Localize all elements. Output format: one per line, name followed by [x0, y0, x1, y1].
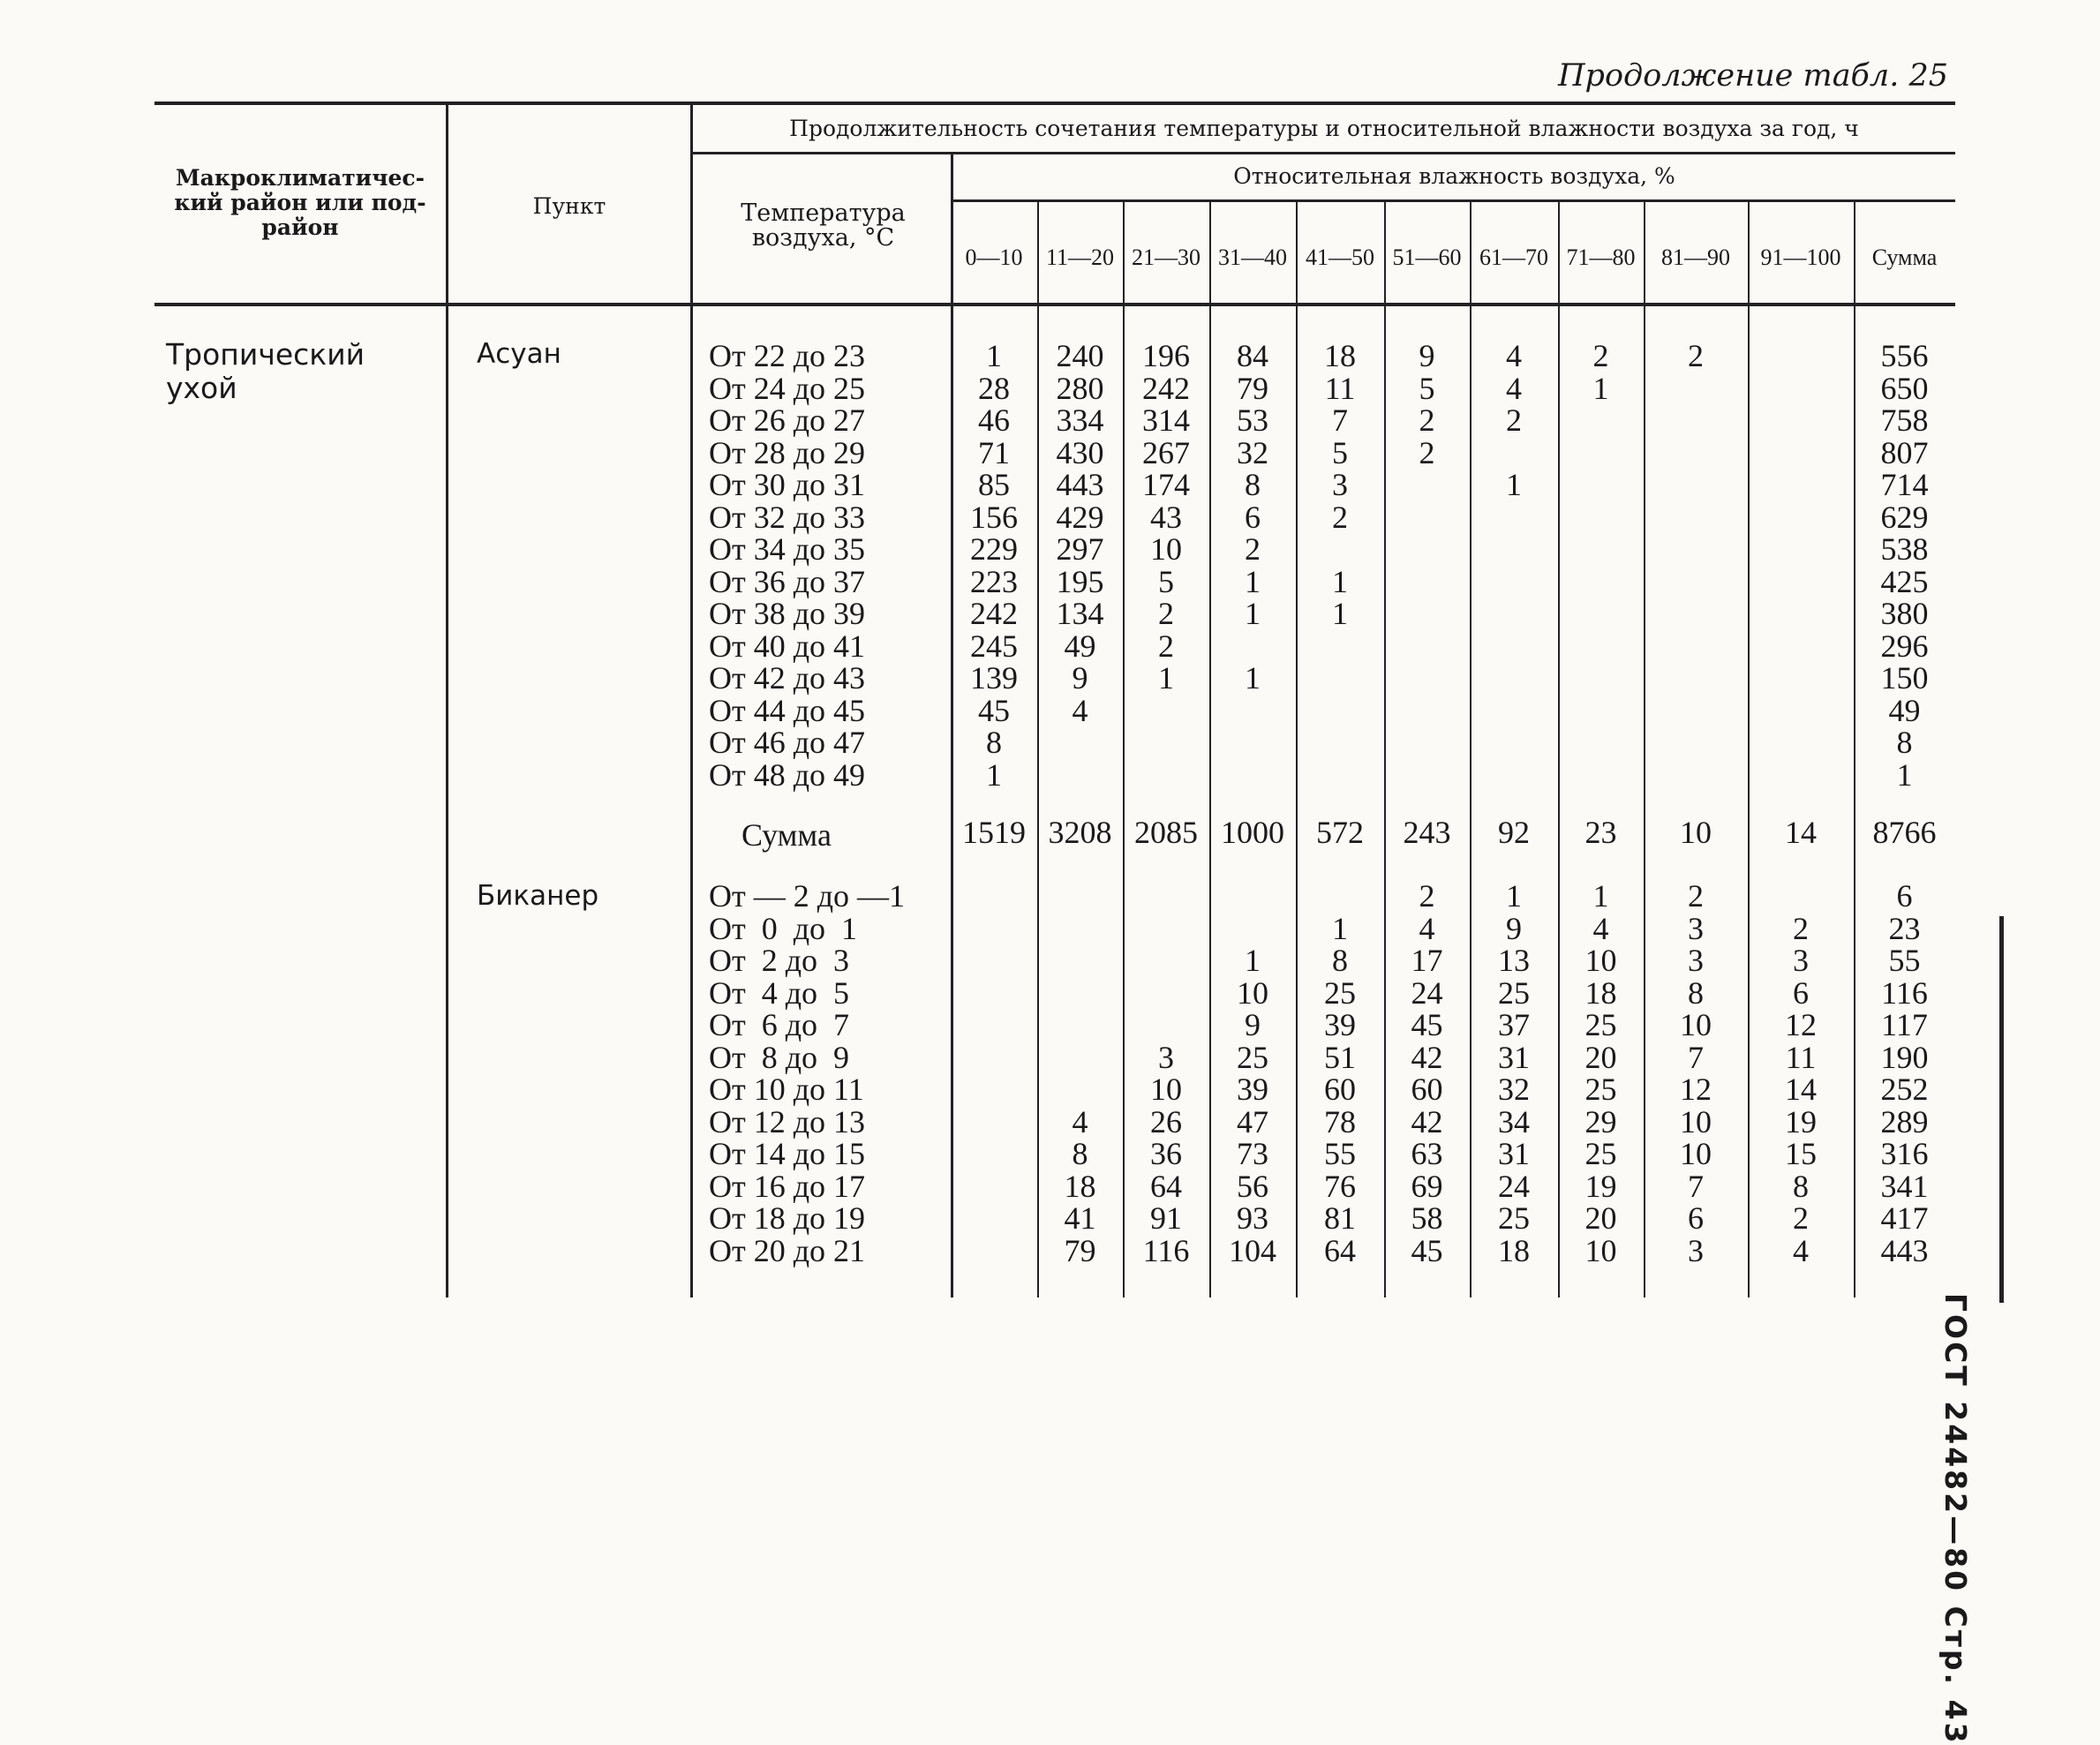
table-cell: 430 [1056, 434, 1104, 470]
table-cell: 23 [1584, 815, 1617, 850]
table-cell: 150 [1880, 660, 1929, 696]
table-cell: 252 [1880, 1072, 1929, 1107]
temperature-range: От 34 до 35 [709, 531, 866, 567]
table-cell: 32 [1498, 1072, 1530, 1107]
humidity-col-header: 41—50 [1306, 244, 1374, 270]
temperature-range: От 28 до 29 [709, 434, 866, 470]
table-cell: 8 [1245, 467, 1261, 502]
table-cell: 25 [1324, 974, 1356, 1011]
table-cell: 25 [1498, 974, 1530, 1011]
table-cell: 8 [1688, 974, 1704, 1011]
humidity-col-header: 51—60 [1392, 244, 1462, 270]
table-cell: 8766 [1872, 815, 1937, 850]
table-cell: 758 [1880, 402, 1929, 438]
table-cell: 12 [1680, 1072, 1712, 1107]
table-cell: 2 [1688, 338, 1704, 373]
table-cell: 2 [1158, 628, 1174, 664]
temperature-range: От 12 до 13 [709, 1103, 866, 1140]
table-cell: 314 [1142, 402, 1190, 438]
table-cell: 3 [1688, 910, 1704, 946]
temperature-range: От 44 до 45 [709, 692, 866, 728]
humidity-header-rule [953, 199, 1955, 202]
table-cell: 10 [1680, 1136, 1712, 1171]
temperature-range: От 22 до 23 [709, 338, 866, 373]
table-cell: 11 [1785, 1039, 1817, 1075]
table-cell: 242 [1142, 370, 1190, 406]
table-cell: 4 [1072, 1103, 1088, 1140]
station-bikaner-temperature-ranges [709, 880, 905, 1267]
table-cell: 78 [1324, 1103, 1356, 1140]
macroclimatic-region: Тропический ухой [166, 337, 365, 405]
table-cell: 13 [1498, 943, 1530, 978]
table-cell: 34 [1498, 1103, 1530, 1140]
table-cell: 43 [1150, 499, 1182, 535]
temperature-range: От 0 до 1 [709, 910, 858, 946]
table-cell: 6 [1688, 1200, 1704, 1236]
table-cell: 443 [1880, 1232, 1929, 1268]
table-cell: 714 [1880, 467, 1929, 502]
table-cell: 56 [1237, 1168, 1268, 1204]
col-divider-point [690, 104, 693, 1297]
table-cell: 7 [1688, 1039, 1704, 1075]
table-cell: 45 [1411, 1007, 1443, 1042]
humidity-col-header: Сумма [1871, 244, 1938, 270]
table-cell: 10 [1584, 943, 1617, 978]
header-duration: Продолжительность сочетания температуры и относительной влажности воздуха за год, ч [789, 116, 1859, 141]
table-cell: 190 [1880, 1039, 1929, 1075]
table-cell: 9 [1072, 660, 1088, 696]
table-cell: 84 [1237, 338, 1268, 373]
table-cell: 55 [1888, 943, 1921, 978]
table-cell: 1 [1158, 660, 1174, 696]
col-divider-region [446, 104, 448, 1297]
humidity-col-header: 71—80 [1566, 244, 1636, 270]
table-cell: 1 [986, 756, 1002, 793]
table-cell: 10 [1680, 1103, 1712, 1140]
table-cell: 629 [1880, 499, 1929, 535]
table-cell: 24 [1498, 1168, 1530, 1204]
table-cell: 4 [1592, 910, 1609, 946]
table-cell: 69 [1411, 1168, 1443, 1204]
temperature-range: От 38 до 39 [709, 596, 866, 631]
table-cell: 10 [1584, 1232, 1617, 1268]
table-cell: 11 [1324, 370, 1356, 406]
table-cell: 297 [1056, 531, 1104, 567]
table-cell: 24 [1411, 974, 1443, 1011]
table-cell: 6 [1245, 499, 1261, 535]
temperature-range: От 42 до 43 [709, 660, 866, 696]
table-cell: 417 [1880, 1200, 1929, 1236]
table-cell: 92 [1498, 815, 1530, 850]
table-cell: 10 [1237, 974, 1268, 1011]
table-cell: 73 [1237, 1136, 1268, 1171]
table-cell: 5 [1158, 563, 1174, 599]
table-cell: 2 [1158, 596, 1174, 631]
table-cell: 85 [978, 467, 1010, 502]
table-cell: 425 [1880, 563, 1929, 599]
table-cell: 556 [1880, 338, 1929, 373]
temperature-range: От 10 до 11 [709, 1072, 864, 1107]
table-cell: 1 [1592, 370, 1609, 406]
table-cell: 31 [1498, 1039, 1530, 1075]
table-cell: 25 [1498, 1200, 1530, 1236]
table-cell: 4 [1506, 370, 1522, 406]
duration-header-rule [693, 152, 1955, 154]
table-cell: 4 [1793, 1232, 1809, 1268]
table-cell: 12 [1785, 1007, 1817, 1042]
table-cell: 17 [1411, 943, 1443, 978]
table-cell: 42 [1411, 1103, 1443, 1140]
table-cell: 18 [1064, 1168, 1096, 1204]
table-cell: 47 [1237, 1103, 1268, 1140]
table-cell: 2 [1419, 402, 1435, 438]
table-cell: 45 [978, 692, 1010, 728]
table-cell: 1 [1332, 596, 1348, 631]
table-cell: 7 [1688, 1168, 1704, 1204]
table-cell: 71 [978, 434, 1010, 470]
station-aswan-sum-label: Сумма [741, 817, 832, 853]
table-cell: 380 [1880, 596, 1929, 631]
table-cell: 156 [970, 499, 1018, 535]
temperature-range: От 36 до 37 [709, 563, 866, 599]
table-cell: 196 [1142, 338, 1190, 373]
table-cell: 1 [1332, 910, 1348, 946]
table-cell: 1 [1245, 943, 1261, 978]
table-cell: 91 [1150, 1200, 1182, 1236]
table-cell: 8 [1072, 1136, 1088, 1171]
table-cell: 2 [1793, 910, 1809, 946]
table-cell: 31 [1498, 1136, 1530, 1171]
table-cell: 104 [1229, 1232, 1276, 1268]
humidity-col-header: 61—70 [1479, 244, 1548, 270]
header-region: Макроклиматичес- кий район или под- район [174, 165, 426, 240]
table-cell: 64 [1150, 1168, 1182, 1204]
table-cell: 53 [1237, 402, 1268, 438]
table-cell: 6 [1793, 974, 1809, 1011]
table-cell: 4 [1072, 692, 1088, 728]
header-bottom-rule [154, 303, 1955, 306]
table-cell: 20 [1584, 1039, 1617, 1075]
table-cell: 289 [1880, 1103, 1929, 1140]
table-cell: 28 [978, 370, 1010, 406]
table-cell: 538 [1880, 531, 1929, 567]
table-cell: 26 [1150, 1103, 1182, 1140]
table-cell: 93 [1237, 1200, 1268, 1236]
temperature-range: От 32 до 33 [709, 499, 866, 535]
table-cell: 41 [1064, 1200, 1096, 1236]
table-cell: 79 [1237, 370, 1268, 406]
temperature-range: От 30 до 31 [709, 467, 866, 502]
humidity-col-header: 91—100 [1760, 244, 1841, 270]
table-cell: 36 [1150, 1136, 1182, 1171]
gost-page-side-label: ГОСТ 24482—80 Стр. 43 [1938, 1293, 1973, 1745]
table-cell: 296 [1880, 628, 1929, 664]
table-cell: 18 [1584, 974, 1617, 1011]
humidity-col-header: 21—30 [1132, 244, 1201, 270]
table-cell: 3 [1332, 467, 1348, 502]
table-cell: 49 [1888, 692, 1921, 728]
humidity-col-header: 31—40 [1218, 244, 1287, 270]
table-cell: 1 [1245, 660, 1261, 696]
station-name-aswan: Асуан [477, 338, 561, 370]
table-cell: 19 [1785, 1103, 1817, 1140]
header-point: Пункт [532, 193, 606, 219]
table-cell: 39 [1324, 1007, 1356, 1042]
table-cell: 223 [970, 563, 1018, 599]
temperature-range: От 4 до 5 [709, 974, 850, 1011]
table-cell: 5 [1332, 434, 1348, 470]
table-cell: 8 [1896, 725, 1913, 760]
header-humidity: Относительная влажность воздуха, % [1233, 163, 1675, 189]
table-cell: 8 [1793, 1168, 1809, 1204]
table-cell: 10 [1680, 815, 1712, 850]
table-cell: 650 [1880, 370, 1929, 406]
table-cell: 2 [1245, 531, 1261, 567]
temperature-range: От 18 до 19 [709, 1200, 866, 1236]
table-cell: 1 [986, 338, 1002, 373]
table-cell: 2 [1793, 1200, 1809, 1236]
table-cell: 1 [1896, 756, 1913, 793]
table-cell: 116 [1142, 1232, 1190, 1268]
table-cell: 242 [970, 596, 1018, 631]
table-cell: 14 [1785, 815, 1817, 850]
table-cell: 139 [970, 660, 1018, 696]
station-name-bikaner: Биканер [477, 880, 599, 912]
table-cell: 76 [1324, 1168, 1356, 1204]
table-cell: 29 [1584, 1103, 1617, 1140]
table-cell: 240 [1056, 338, 1104, 373]
table-cell: 334 [1056, 402, 1104, 438]
table-cell: 19 [1584, 1168, 1617, 1204]
table-cell: 23 [1888, 910, 1921, 946]
table-cell: 64 [1324, 1232, 1356, 1268]
table-cell: 39 [1237, 1072, 1268, 1107]
side-marker-line [1999, 916, 2004, 1303]
table-cell: 429 [1056, 499, 1104, 535]
temperature-range: От 8 до 9 [709, 1039, 850, 1075]
table-continuation-caption: Продолжение табл. 25 [1558, 58, 1948, 94]
temperature-range: От 20 до 21 [709, 1232, 866, 1268]
table-cell: 2 [1592, 338, 1609, 373]
table-cell: 37 [1498, 1007, 1530, 1042]
table-cell: 1000 [1221, 815, 1284, 850]
temperature-range: От 24 до 25 [709, 370, 866, 406]
table-cell: 2 [1506, 402, 1522, 438]
station-aswan-temperature-ranges [709, 340, 865, 791]
table-cell: 5 [1419, 370, 1435, 406]
table-cell: 9 [1245, 1007, 1261, 1042]
temperature-range: От 16 до 17 [709, 1168, 866, 1204]
table-cell: 4 [1506, 338, 1522, 373]
table-cell: 55 [1324, 1136, 1356, 1171]
table-cell: 243 [1403, 815, 1451, 850]
table-cell: 3 [1158, 1039, 1174, 1075]
table-cell: 45 [1411, 1232, 1443, 1268]
table-cell: 18 [1498, 1232, 1530, 1268]
table-cell: 3 [1688, 1232, 1704, 1268]
table-cell: 25 [1237, 1039, 1268, 1075]
table-cell: 51 [1324, 1039, 1356, 1075]
table-cell: 25 [1584, 1072, 1617, 1107]
table-cell: 81 [1324, 1200, 1356, 1236]
top-rule [154, 102, 1955, 105]
table-cell: 20 [1584, 1200, 1617, 1236]
table-cell: 117 [1881, 1007, 1928, 1042]
table-cell: 134 [1056, 596, 1104, 631]
table-cell: 8 [986, 725, 1002, 760]
table-cell: 195 [1056, 563, 1104, 599]
humidity-col-header: 81—90 [1661, 244, 1730, 270]
table-cell: 267 [1142, 434, 1190, 470]
table-cell: 245 [970, 628, 1018, 664]
table-cell: 341 [1880, 1168, 1929, 1204]
table-cell: 2 [1332, 499, 1348, 535]
temperature-range: От 26 до 27 [709, 402, 866, 438]
table-cell: 7 [1332, 402, 1348, 438]
table-cell: 280 [1056, 370, 1104, 406]
table-cell: 116 [1881, 974, 1928, 1011]
table-cell: 10 [1150, 1072, 1182, 1107]
table-cell: 46 [978, 402, 1010, 438]
temperature-range: От 48 до 49 [709, 756, 866, 793]
table-cell: 14 [1785, 1072, 1817, 1107]
table-cell: 15 [1785, 1136, 1817, 1171]
table-cell: 3208 [1048, 815, 1112, 850]
table-cell: 316 [1880, 1136, 1929, 1171]
table-cell: 79 [1064, 1232, 1096, 1268]
table-cell: 60 [1324, 1072, 1356, 1107]
table-cell: 4 [1419, 910, 1435, 946]
table-cell: 49 [1064, 628, 1096, 664]
table-cell: 572 [1316, 815, 1364, 850]
table-cell: 1 [1332, 563, 1348, 599]
temperature-range: От 2 до 3 [709, 943, 850, 978]
table-cell: 18 [1324, 338, 1356, 373]
table-cell: 63 [1411, 1136, 1443, 1171]
table-cell: 174 [1142, 467, 1190, 502]
table-cell: 6 [1896, 878, 1913, 914]
table-cell: 1 [1245, 563, 1261, 599]
humidity-col-header: 0—10 [965, 244, 1023, 270]
table-cell: 58 [1411, 1200, 1443, 1236]
table-cell: 229 [970, 531, 1018, 567]
table-cell: 9 [1419, 338, 1435, 373]
table-cell: 10 [1680, 1007, 1712, 1042]
table-cell: 3 [1793, 943, 1809, 978]
table-cell: 8 [1332, 943, 1348, 978]
table-cell: 2 [1419, 434, 1435, 470]
header-temperature: Температура воздуха, °С [741, 199, 906, 252]
temperature-range: От 14 до 15 [709, 1136, 866, 1171]
table-cell: 32 [1237, 434, 1268, 470]
table-cell: 2085 [1134, 815, 1198, 850]
table-cell: 1 [1506, 878, 1522, 914]
table-cell: 1519 [962, 815, 1026, 850]
table-cell: 1 [1245, 596, 1261, 631]
table-cell: 60 [1411, 1072, 1443, 1107]
temperature-range: От — 2 до —1 [709, 878, 906, 914]
table-cell: 2 [1419, 878, 1435, 914]
table-cell: 443 [1056, 467, 1104, 502]
table-cell: 1 [1592, 878, 1609, 914]
table-cell: 25 [1584, 1136, 1617, 1171]
table-cell: 807 [1880, 434, 1929, 470]
table-cell: 2 [1688, 878, 1704, 914]
table-cell: 42 [1411, 1039, 1443, 1075]
temperature-range: От 46 до 47 [709, 725, 866, 760]
table-cell: 9 [1506, 910, 1522, 946]
table-cell: 10 [1150, 531, 1182, 567]
temperature-range: От 6 до 7 [709, 1007, 850, 1042]
table-cell: 25 [1584, 1007, 1617, 1042]
table-cell: 3 [1688, 943, 1704, 978]
temperature-range: От 40 до 41 [709, 628, 866, 664]
humidity-col-header: 11—20 [1045, 244, 1115, 270]
table-cell: 1 [1506, 467, 1522, 502]
